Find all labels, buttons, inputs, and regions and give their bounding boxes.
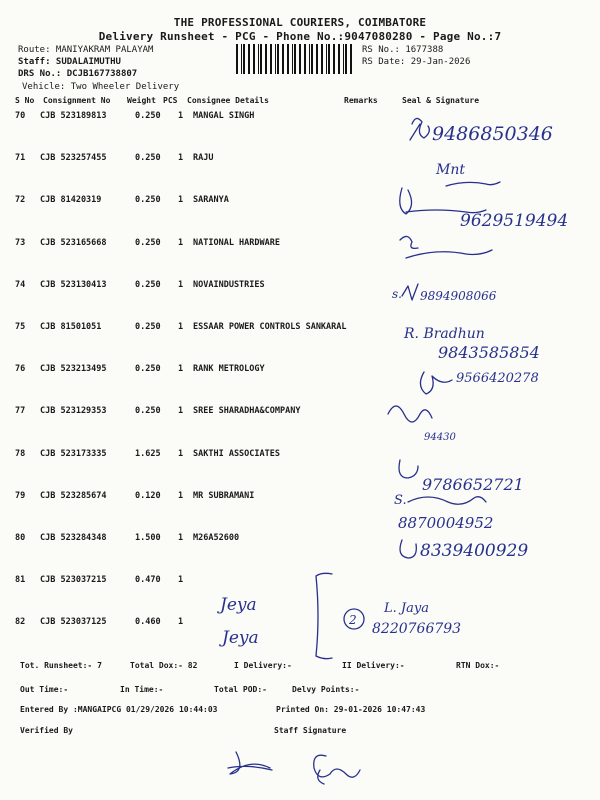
handwritten-phone: 8220766793 [372, 621, 462, 637]
serial-number: 78 [15, 448, 26, 459]
vehicle-label: Vehicle: Two Wheeler Delivery [22, 82, 180, 92]
delvy-points: Delvy Points:- [292, 685, 360, 694]
pieces: 1 [178, 617, 184, 628]
consignment-number: CJB 81501051 [40, 322, 102, 332]
in-time: In Time:- [120, 685, 164, 694]
tot-runsheet: Tot. Runsheet:- 7 [20, 661, 102, 670]
weight: 0.250 [135, 153, 161, 164]
consignment-number: CJB 523173335 [40, 448, 107, 459]
consignment-number: CJB 523037125 [40, 617, 107, 628]
consignee-name: NOVAINDUSTRIES [193, 279, 265, 290]
consignment-number: CJB 523129353 [40, 406, 107, 417]
table-row [0, 491, 600, 529]
weight: 0.250 [135, 195, 161, 206]
serial-number: 79 [15, 490, 26, 501]
table-row [0, 153, 600, 191]
weight: 0.460 [135, 617, 161, 628]
table-row [0, 111, 600, 149]
serial-number: 76 [15, 364, 26, 375]
handwritten-phone: 9486850346 [432, 123, 553, 145]
runsheet-subtitle: Delivery Runsheet - PCG - Phone No.:9047080280 - Page No.:7 [98, 30, 502, 43]
verified-by: Verified By [20, 726, 73, 735]
i-delivery: I Delivery:- [234, 661, 292, 670]
pieces: 1 [178, 111, 184, 121]
company-title: THE PROFESSIONAL COURIERS, COIMBATORE [173, 16, 427, 29]
col-weight: Weight [127, 96, 156, 105]
total-dox: Total Dox:- 82 [130, 661, 198, 670]
weight: 1.500 [135, 533, 161, 543]
consignment-number: CJB 523037215 [40, 575, 107, 586]
pieces: 1 [178, 322, 184, 332]
col-remarks: Remarks [344, 96, 378, 105]
consignment-number: CJB 523165668 [40, 237, 107, 248]
consignment-number: CJB 523130413 [40, 279, 107, 290]
pieces: 1 [178, 448, 184, 459]
entered-by: Entered By :MANGAIPCG 01/29/2026 10:44:03 [20, 705, 218, 714]
weight: 1.625 [135, 448, 161, 459]
consignee-name: RANK METROLOGY [193, 364, 265, 375]
table-row [0, 406, 600, 444]
pieces: 1 [178, 575, 184, 586]
table-row [0, 617, 600, 655]
pieces: 1 [178, 153, 184, 164]
verifier-signature [228, 752, 272, 774]
handwritten-phone: 9786652721 [422, 475, 524, 494]
handwritten-signature: S. [394, 493, 407, 508]
consignment-number: CJB 523189813 [40, 111, 107, 121]
printed-on: Printed On: 29-01-2026 10:47:43 [276, 705, 426, 714]
serial-number: 75 [15, 322, 26, 332]
consignment-number: CJB 523284348 [40, 533, 107, 543]
ii-delivery: II Delivery:- [342, 661, 405, 670]
pieces: 1 [178, 406, 184, 417]
barcode [234, 44, 354, 74]
consignment-number: CJB 523285674 [40, 490, 107, 501]
consignee-name: SARANYA [193, 195, 229, 206]
staff-signature-scribble [314, 755, 360, 784]
consignee-name: M26A52600 [193, 533, 240, 543]
out-time: Out Time:- [20, 685, 69, 694]
rs-number: RS No.: 1677388 [362, 45, 444, 55]
table-row [0, 195, 600, 233]
table-row [0, 575, 600, 613]
pieces: 1 [178, 490, 184, 501]
handwritten-phone: 9566420278 [456, 371, 539, 386]
consignee-name: NATIONAL HARDWARE [193, 237, 280, 248]
handwritten-signature: s. [392, 287, 402, 301]
col-sno: S No [15, 96, 35, 105]
pieces: 1 [178, 237, 184, 248]
handwritten-name: L. Jaya [384, 601, 429, 616]
serial-number: 80 [15, 533, 26, 543]
col-consignment: Consignment No [43, 96, 111, 105]
staff-label: Staff: SUDALAIMUTHU [18, 57, 121, 67]
weight: 0.250 [135, 406, 161, 417]
consignee-name: SREE SHARADHA&COMPANY [193, 406, 301, 417]
consignee-name: MR SUBRAMANI [193, 490, 255, 501]
weight: 0.250 [135, 364, 161, 375]
serial-number: 73 [15, 237, 26, 248]
weight: 0.250 [135, 322, 161, 332]
weight: 0.250 [135, 111, 161, 121]
serial-number: 82 [15, 617, 26, 628]
serial-number: 74 [15, 279, 26, 290]
handwritten-signature: R. Bradhun [404, 326, 485, 342]
handwritten-phone: 9629519494 [460, 211, 569, 231]
table-row [0, 280, 600, 318]
serial-number: 81 [15, 575, 26, 586]
serial-number: 70 [15, 111, 26, 121]
handwritten-name: Jeya [220, 595, 257, 615]
route-label: Route: MANIYAKRAM PALAYAM [18, 45, 154, 55]
handwritten-phone: 9843585854 [438, 343, 540, 362]
col-pcs: PCS [163, 96, 178, 105]
table-row [0, 449, 600, 487]
handwritten-number: 2 [349, 613, 357, 627]
col-consignee: Consignee Details [187, 96, 269, 105]
weight: 0.470 [135, 575, 161, 586]
table-row [0, 238, 600, 276]
rtn-dox: RTN Dox:- [456, 661, 500, 670]
handwritten-number: 94430 [424, 432, 456, 443]
consignee-name: SAKTHI ASSOCIATES [193, 448, 280, 459]
pieces: 1 [178, 279, 184, 290]
pieces: 1 [178, 364, 184, 375]
total-pod: Total POD:- [214, 685, 267, 694]
consignment-number: CJB 523213495 [40, 364, 107, 375]
consignment-number: CJB 81420319 [40, 195, 102, 206]
pieces: 1 [178, 195, 184, 206]
table-row [0, 533, 600, 571]
handwritten-phone: 8339400929 [420, 541, 529, 561]
weight: 0.250 [135, 237, 161, 248]
consignee-name: MANGAL SINGH [193, 111, 255, 121]
consignment-number: CJB 523257455 [40, 153, 107, 164]
serial-number: 72 [15, 195, 26, 206]
weight: 0.250 [135, 279, 161, 290]
serial-number: 71 [15, 153, 26, 164]
handwritten-phone: 8870004952 [398, 514, 494, 532]
weight: 0.120 [135, 490, 161, 501]
handwritten-name: Jeya [222, 628, 259, 648]
col-seal-signature: Seal & Signature [402, 96, 480, 105]
serial-number: 77 [15, 406, 26, 417]
table-row [0, 322, 600, 360]
table-row [0, 364, 600, 402]
staff-signature: Staff Signature [274, 726, 347, 735]
handwritten-phone: 9894908066 [420, 289, 497, 303]
pieces: 1 [178, 533, 184, 543]
consignee-name: RAJU [193, 153, 214, 164]
rs-date: RS Date: 29-Jan-2026 [362, 57, 471, 67]
drs-number: DRS No.: DCJB167738807 [18, 69, 138, 79]
consignee-name: ESSAAR POWER CONTROLS SANKARAL [193, 322, 347, 332]
handwritten-signature: Mnt [436, 162, 465, 178]
